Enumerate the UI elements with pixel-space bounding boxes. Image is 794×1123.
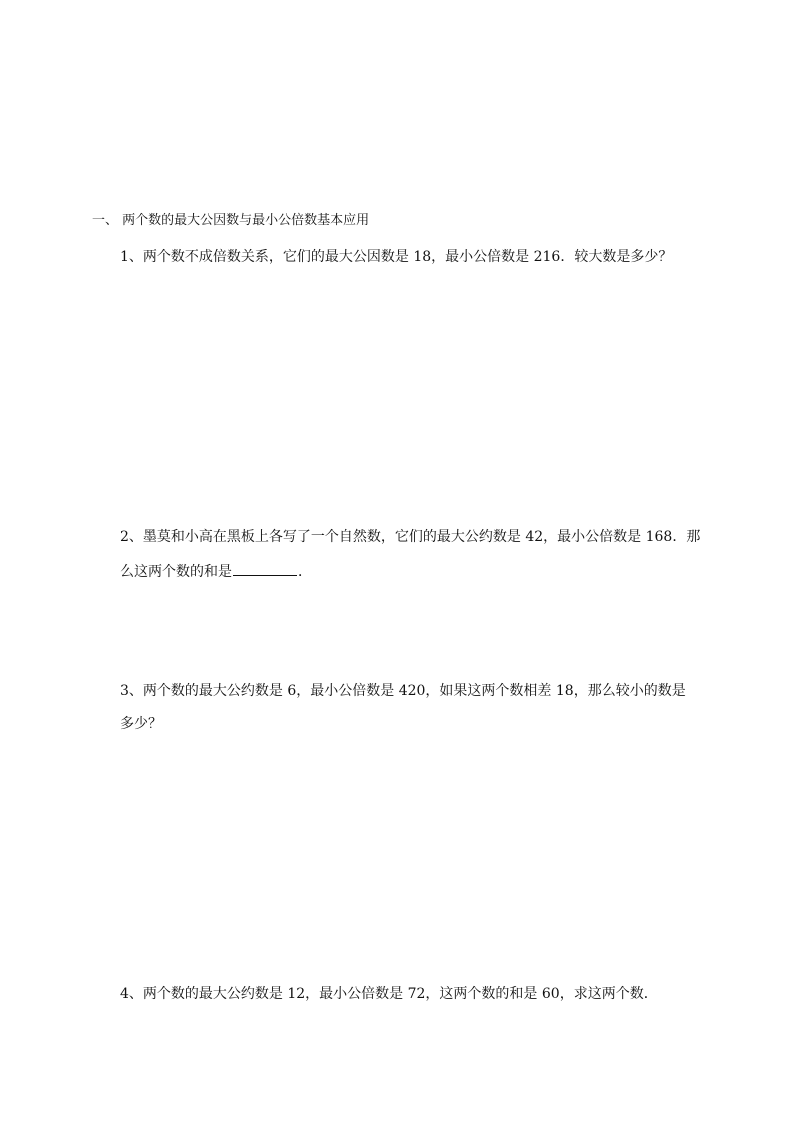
problem-4-text: 4、两个数的最大公约数是 12，最小公倍数是 72，这两个数的和是 60，求这两个数．	[120, 986, 658, 1002]
problem-1-text: 1、两个数不成倍数关系，它们的最大公因数是 18，最小公倍数是 216．较大数是多少？	[120, 249, 673, 265]
section-heading: 一、 两个数的最大公因数与最小公倍数基本应用	[92, 213, 370, 228]
problem-3-text-line2: 多少？	[120, 716, 162, 732]
problem-1	[120, 248, 700, 266]
problem-2-text-after-blank: ．	[298, 564, 312, 580]
problem-3	[120, 682, 700, 733]
problem-2-text-line1: 2、墨莫和小高在黑板上各写了一个自然数，它们的最大公约数是 42，最小公倍数是 168．那	[120, 529, 701, 545]
problem-2-text-before-blank: 么这两个数的和是	[120, 564, 232, 580]
problem-3-text-line1: 3、两个数的最大公约数是 6，最小公倍数是 420，如果这两个数相差 18，那么较小的数是	[120, 683, 686, 699]
answer-blank	[233, 561, 297, 576]
problem-4	[120, 985, 700, 1003]
problem-2-text-line2	[120, 561, 700, 581]
problem-2	[120, 528, 700, 581]
